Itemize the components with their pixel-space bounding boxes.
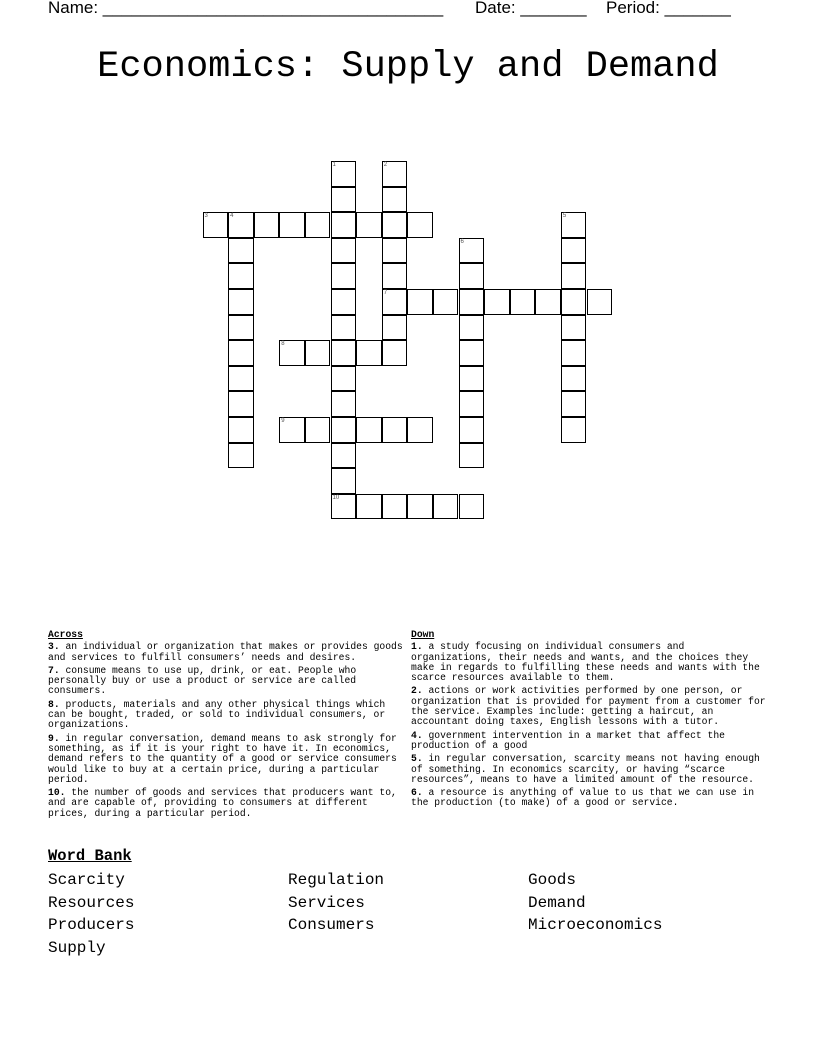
word-bank-item: Regulation — [288, 871, 385, 889]
across-clue-7: 7. consume means to use up, drink, or eat. People who personally buy or use a product or service are called consumers. — [48, 664, 357, 697]
across-clue-10: 10. the number of goods and services that producers want to, and are capable of, providing to consumers at different prices, during a particular period. — [48, 787, 397, 819]
crossword-cell[interactable] — [331, 212, 357, 238]
clue-number: 7 — [383, 290, 388, 296]
crossword-cell[interactable] — [561, 391, 587, 417]
crossword-cell[interactable] — [228, 391, 254, 417]
word-bank-item: Demand — [528, 894, 586, 912]
crossword-cell[interactable] — [382, 263, 408, 289]
crossword-cell[interactable] — [382, 494, 408, 520]
period-field: Period: _______ — [606, 0, 731, 17]
crossword-cell[interactable] — [484, 289, 510, 315]
crossword-cell[interactable] — [459, 289, 485, 315]
crossword-cell[interactable] — [305, 340, 331, 366]
crossword-cell[interactable] — [382, 417, 408, 443]
across-clue-8: 8. products, materials and any other physical things which can be bought, traded, or sold to individual consumers, or organizations. — [48, 698, 386, 731]
crossword-cell[interactable] — [459, 263, 485, 289]
crossword-cell[interactable] — [279, 212, 305, 238]
crossword-cell[interactable] — [279, 417, 305, 443]
word-bank-item: Supply — [48, 939, 106, 957]
date-field: Date: _______ — [475, 0, 587, 17]
crossword-cell[interactable] — [382, 340, 408, 366]
crossword-cell[interactable] — [305, 212, 331, 238]
crossword-cell[interactable] — [459, 494, 485, 520]
crossword-cell[interactable] — [561, 289, 587, 315]
crossword-cell[interactable] — [331, 366, 357, 392]
crossword-cell[interactable] — [433, 289, 459, 315]
crossword-cell[interactable] — [331, 289, 357, 315]
crossword-cell[interactable] — [254, 212, 280, 238]
crossword-cell[interactable] — [331, 238, 357, 264]
crossword-cell[interactable] — [459, 366, 485, 392]
crossword-cell[interactable] — [228, 417, 254, 443]
across-clue-3: 3. an individual or organization that makes or provides goods and services to fulfill consumers’ needs and desires. — [48, 641, 403, 663]
crossword-cell[interactable] — [382, 161, 408, 187]
crossword-cell[interactable] — [561, 238, 587, 264]
crossword-cell[interactable] — [561, 340, 587, 366]
crossword-cell[interactable] — [561, 212, 587, 238]
crossword-cell[interactable] — [228, 315, 254, 341]
across-clue-9: 9. in regular conversation, demand means to ask strongly for something, as if it is your right to have it. In economics, demand refers to the quantity of a good or service consumers would like to buy at a certain price, during a particular period. — [48, 732, 397, 785]
crossword-cell[interactable] — [228, 289, 254, 315]
crossword-cell[interactable] — [459, 443, 485, 469]
down-clue-6: 6. a resource is anything of value to us that we can use in the production (to make) of a good or service. — [411, 787, 755, 809]
crossword-cell[interactable] — [228, 340, 254, 366]
word-bank-item: Resources — [48, 894, 135, 912]
clue-number: 5 — [562, 213, 567, 220]
crossword-cell[interactable] — [356, 212, 382, 238]
crossword-cell[interactable] — [407, 494, 433, 520]
crossword-cell[interactable] — [561, 366, 587, 392]
clue-number: 10 — [332, 494, 340, 501]
crossword-cell[interactable] — [331, 263, 357, 289]
crossword-cell[interactable] — [561, 315, 587, 341]
crossword-cell[interactable] — [356, 494, 382, 520]
crossword-cell[interactable] — [459, 417, 485, 443]
crossword-cell[interactable] — [228, 443, 254, 469]
crossword-cell[interactable] — [331, 340, 357, 366]
crossword-cell[interactable] — [459, 340, 485, 366]
word-bank-item: Microeconomics — [528, 916, 663, 934]
clue-number: 2 — [383, 162, 388, 168]
across-clues — [48, 630, 408, 822]
word-bank-item: Services — [288, 894, 365, 912]
crossword-cell[interactable] — [407, 417, 433, 443]
name-field: Name: ____________________________________ — [48, 0, 444, 17]
clue-number: 1 — [332, 162, 336, 168]
down-heading: Down — [411, 629, 435, 640]
crossword-cell[interactable] — [561, 263, 587, 289]
crossword-cell[interactable] — [331, 161, 357, 187]
crossword-cell[interactable] — [459, 238, 485, 264]
crossword-cell[interactable] — [382, 289, 408, 315]
crossword-cell[interactable] — [382, 187, 408, 213]
crossword-cell[interactable] — [331, 417, 357, 443]
down-clue-4: 4. government intervention in a market that affect the production of a good — [411, 729, 725, 751]
down-clue-5: 5. in regular conversation, scarcity means not having enough of something. In economics scarcity, or having “scarce resources”, means to have a limited amount of the resource. — [411, 753, 760, 785]
crossword-cell[interactable] — [382, 212, 408, 238]
down-clues — [411, 630, 771, 812]
word-bank-title: Word Bank — [48, 847, 132, 865]
crossword-cell[interactable] — [510, 289, 536, 315]
crossword-cell[interactable] — [459, 391, 485, 417]
crossword-cell[interactable] — [382, 238, 408, 264]
crossword-cell[interactable] — [228, 212, 254, 238]
clue-number: 4 — [230, 213, 234, 220]
crossword-cell[interactable] — [356, 417, 382, 443]
crossword-cell[interactable] — [228, 366, 254, 392]
word-bank-item: Consumers — [288, 916, 375, 934]
word-bank-item: Goods — [528, 871, 577, 889]
down-clue-2: 2. actions or work activities performed by one person, or organization that is provided for payment from a customer for the service. Examples include: getting a haircut, an accountant doing taxes, English lessons with a tutor. — [411, 685, 766, 728]
crossword-cell[interactable] — [331, 391, 357, 417]
crossword-cell[interactable] — [279, 340, 305, 366]
crossword-cell[interactable] — [587, 289, 613, 315]
crossword-cell[interactable] — [382, 315, 408, 341]
crossword-cell[interactable] — [331, 443, 357, 469]
crossword-cell[interactable] — [535, 289, 561, 315]
crossword-cell[interactable] — [356, 340, 382, 366]
crossword-cell[interactable] — [305, 417, 331, 443]
crossword-cell[interactable] — [561, 417, 587, 443]
crossword-cell[interactable] — [407, 212, 433, 238]
crossword-cell[interactable] — [228, 238, 254, 264]
crossword-cell[interactable] — [433, 494, 459, 520]
down-clue-1: 1. a study focusing on individual consumers and organizations, their needs and wants, and the choices they make in regards to fulfilling these needs and wants with the scarce resources available to them. — [411, 641, 760, 684]
clue-number: 3 — [204, 213, 208, 220]
crossword-cell[interactable] — [331, 187, 357, 213]
word-bank-item: Producers — [48, 916, 135, 934]
word-bank-item: Scarcity — [48, 871, 125, 889]
clue-number: 6 — [460, 238, 464, 245]
crossword-cell[interactable] — [331, 315, 357, 341]
clue-number: 8 — [281, 341, 285, 348]
across-heading: Across — [48, 629, 83, 640]
crossword-cell[interactable] — [203, 212, 229, 238]
crossword-cell[interactable] — [331, 494, 357, 520]
crossword-cell[interactable] — [407, 289, 433, 315]
crossword-cell[interactable] — [228, 263, 254, 289]
crossword-cell[interactable] — [331, 468, 357, 494]
clue-number: 9 — [281, 418, 285, 424]
page-title: Economics: Supply and Demand — [97, 46, 719, 88]
crossword-cell[interactable] — [459, 315, 485, 341]
